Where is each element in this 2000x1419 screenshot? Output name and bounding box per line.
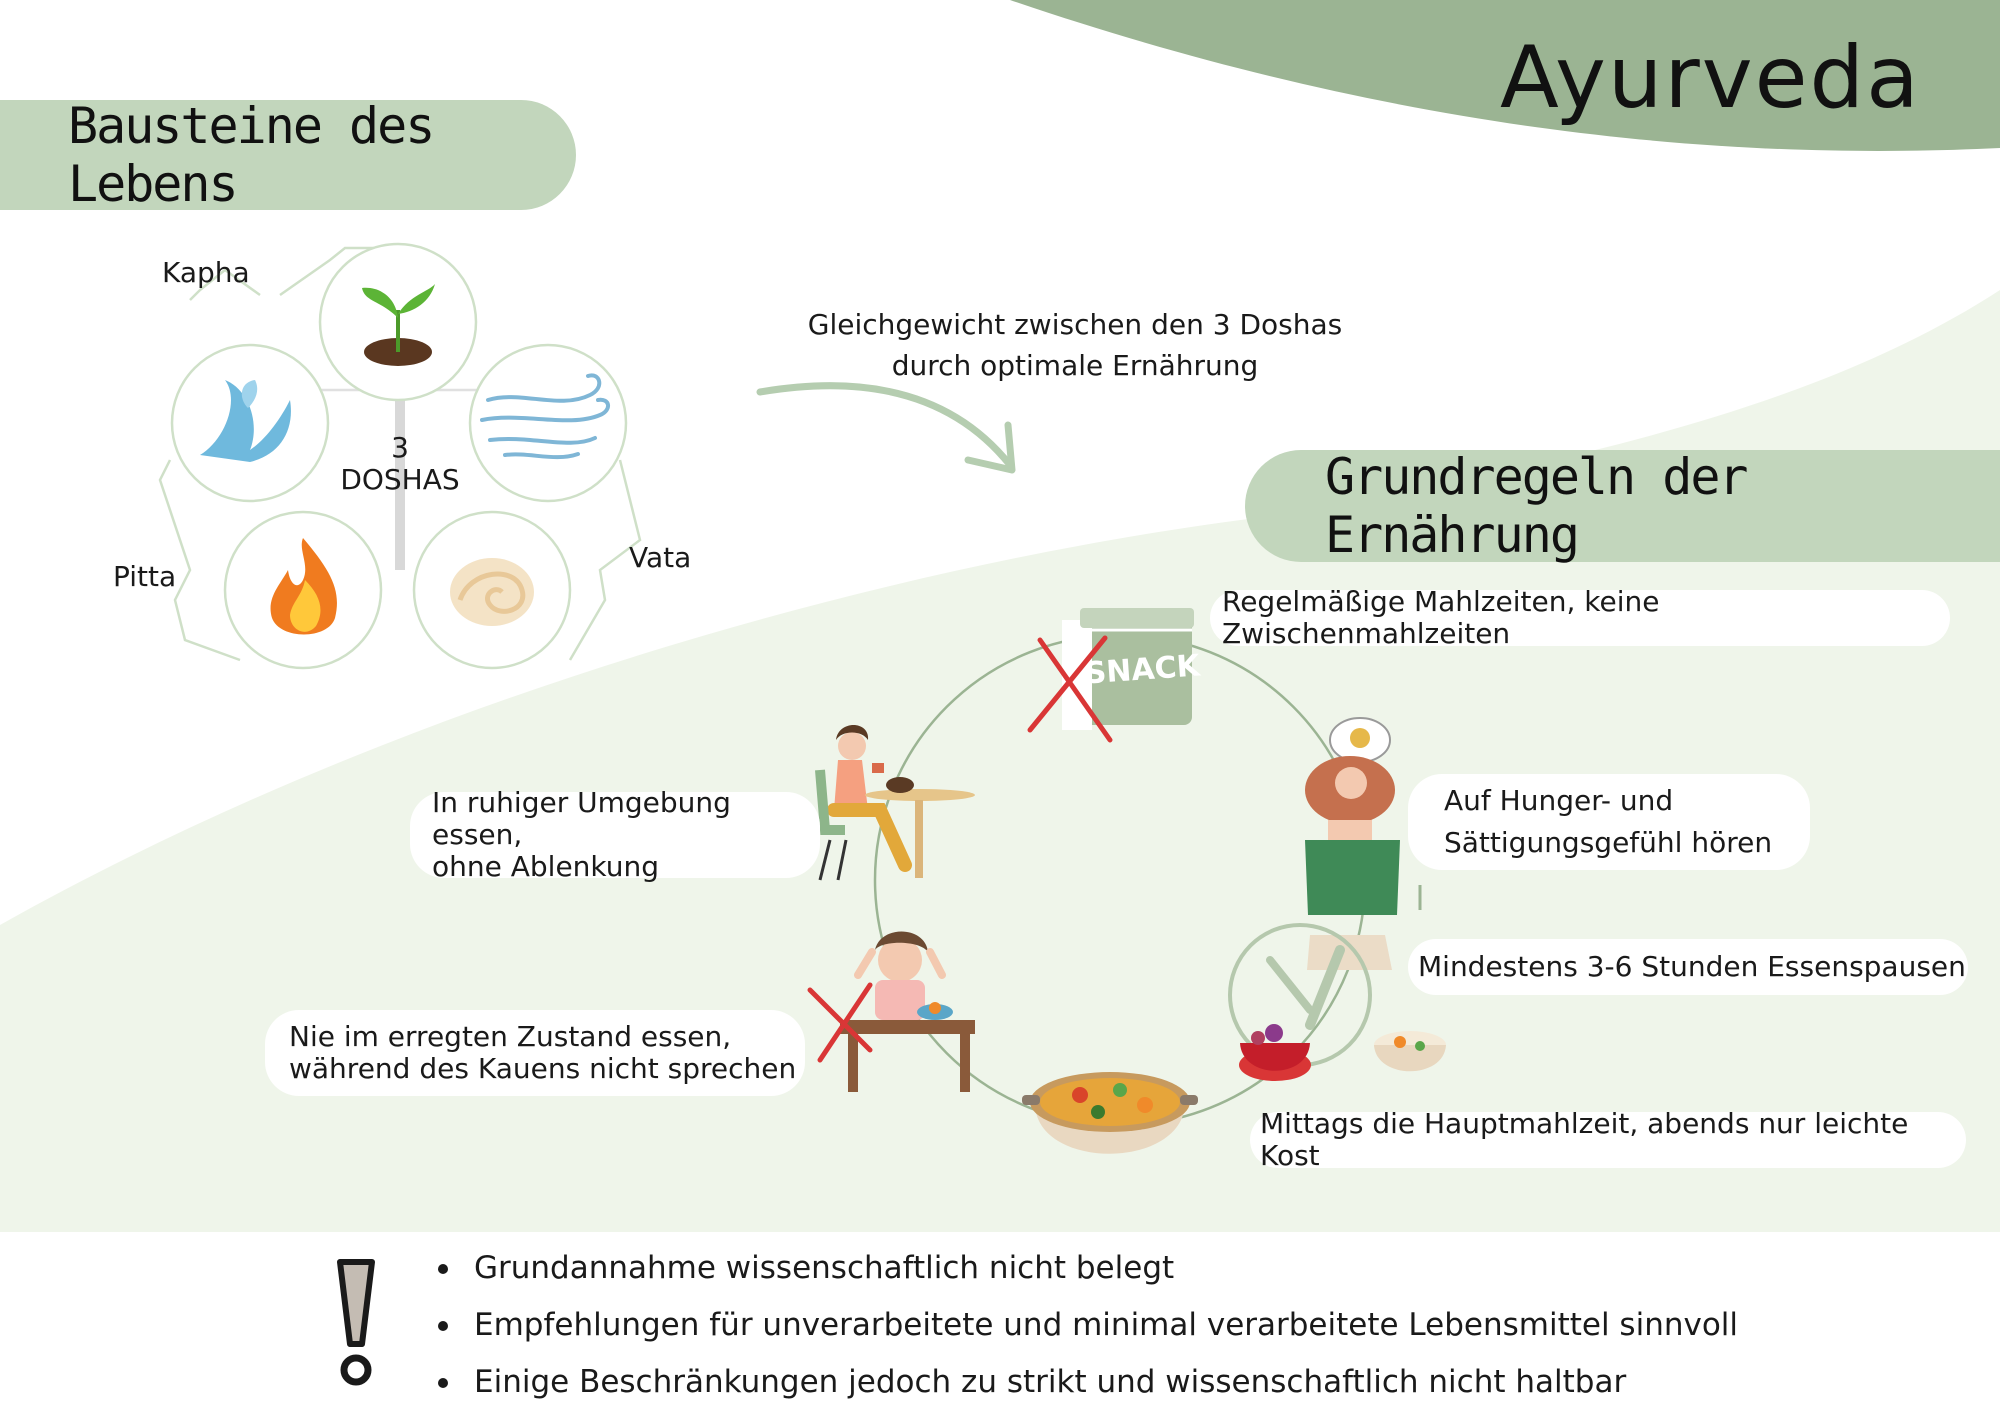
rule-bubble-1	[1210, 585, 1950, 650]
section-heading-label: Grundregeln der Ernährung	[1325, 448, 1747, 564]
connector-arrow	[750, 370, 1030, 490]
hungry-woman-icon	[1305, 718, 1400, 970]
note-item: Empfehlungen für unverarbeitete und minimal verarbeitete Lebensmittel sinnvoll	[432, 1305, 1738, 1362]
ether-swirl-icon	[450, 558, 534, 626]
calm-eating-woman-icon	[820, 725, 975, 880]
doshas-center-word: DOSHAS	[340, 463, 460, 496]
connector-caption-line2: durch optimale Ernährung	[891, 349, 1259, 382]
section-heading-label: Bausteine des Lebens	[68, 97, 434, 213]
dosha-label-vata: Vata	[629, 541, 692, 574]
rule-bubble-5	[265, 1010, 805, 1096]
rule-bubble-4	[1250, 1107, 1966, 1172]
stressed-person-crossed-icon	[810, 931, 975, 1092]
rule-text-6b: ohne Ablenkung	[432, 850, 660, 883]
rule-text-2b: Sättigungsgefühl hören	[1444, 826, 1773, 859]
doshas-center-label	[330, 432, 470, 496]
rule-bubble-2	[1408, 774, 1810, 870]
rules-cycle	[780, 580, 1500, 1180]
snack-bag-crossed-icon	[1030, 608, 1203, 740]
rule-text-6a: In ruhiger Umgebung essen,	[432, 786, 731, 851]
notes-list	[432, 1248, 1738, 1419]
rule-text-4: Mittags die Hauptmahlzeit, abends nur leichte Kost	[1260, 1107, 1909, 1172]
rule-text-5b: während des Kauens nicht sprechen	[289, 1052, 797, 1085]
rule-text-2a: Auf Hunger- und	[1444, 784, 1674, 817]
svg-text:SNACK: SNACK	[1083, 648, 1201, 692]
stew-pot-icon	[1022, 1072, 1198, 1154]
connector-caption-line1: Gleichgewicht zwischen den 3 Doshas	[807, 308, 1343, 341]
rule-text-1: Regelmäßige Mahlzeiten, keine Zwischenmahlzeiten	[1222, 585, 1660, 650]
exclamation-icon	[336, 1258, 378, 1388]
section-heading-grundregeln	[1245, 450, 2000, 562]
rule-text-3: Mindestens 3-6 Stunden Essenspausen	[1418, 950, 1966, 983]
dosha-circle-air	[470, 345, 626, 501]
dosha-label-kapha: Kapha	[162, 256, 250, 289]
rule-bubble-6	[410, 786, 820, 883]
note-item: Einige Beschränkungen jedoch zu strikt und wissenschaftlich nicht haltbar	[432, 1362, 1738, 1419]
section-heading-bausteine	[0, 97, 576, 213]
page-title: Ayurveda	[1500, 28, 1921, 128]
dosha-label-pitta: Pitta	[113, 560, 177, 593]
rule-bubble-3	[1408, 939, 1968, 995]
doshas-center-number: 3	[391, 431, 409, 464]
rule-text-5a: Nie im erregten Zustand essen,	[289, 1020, 732, 1053]
note-item: Grundannahme wissenschaftlich nicht belegt	[432, 1248, 1738, 1305]
